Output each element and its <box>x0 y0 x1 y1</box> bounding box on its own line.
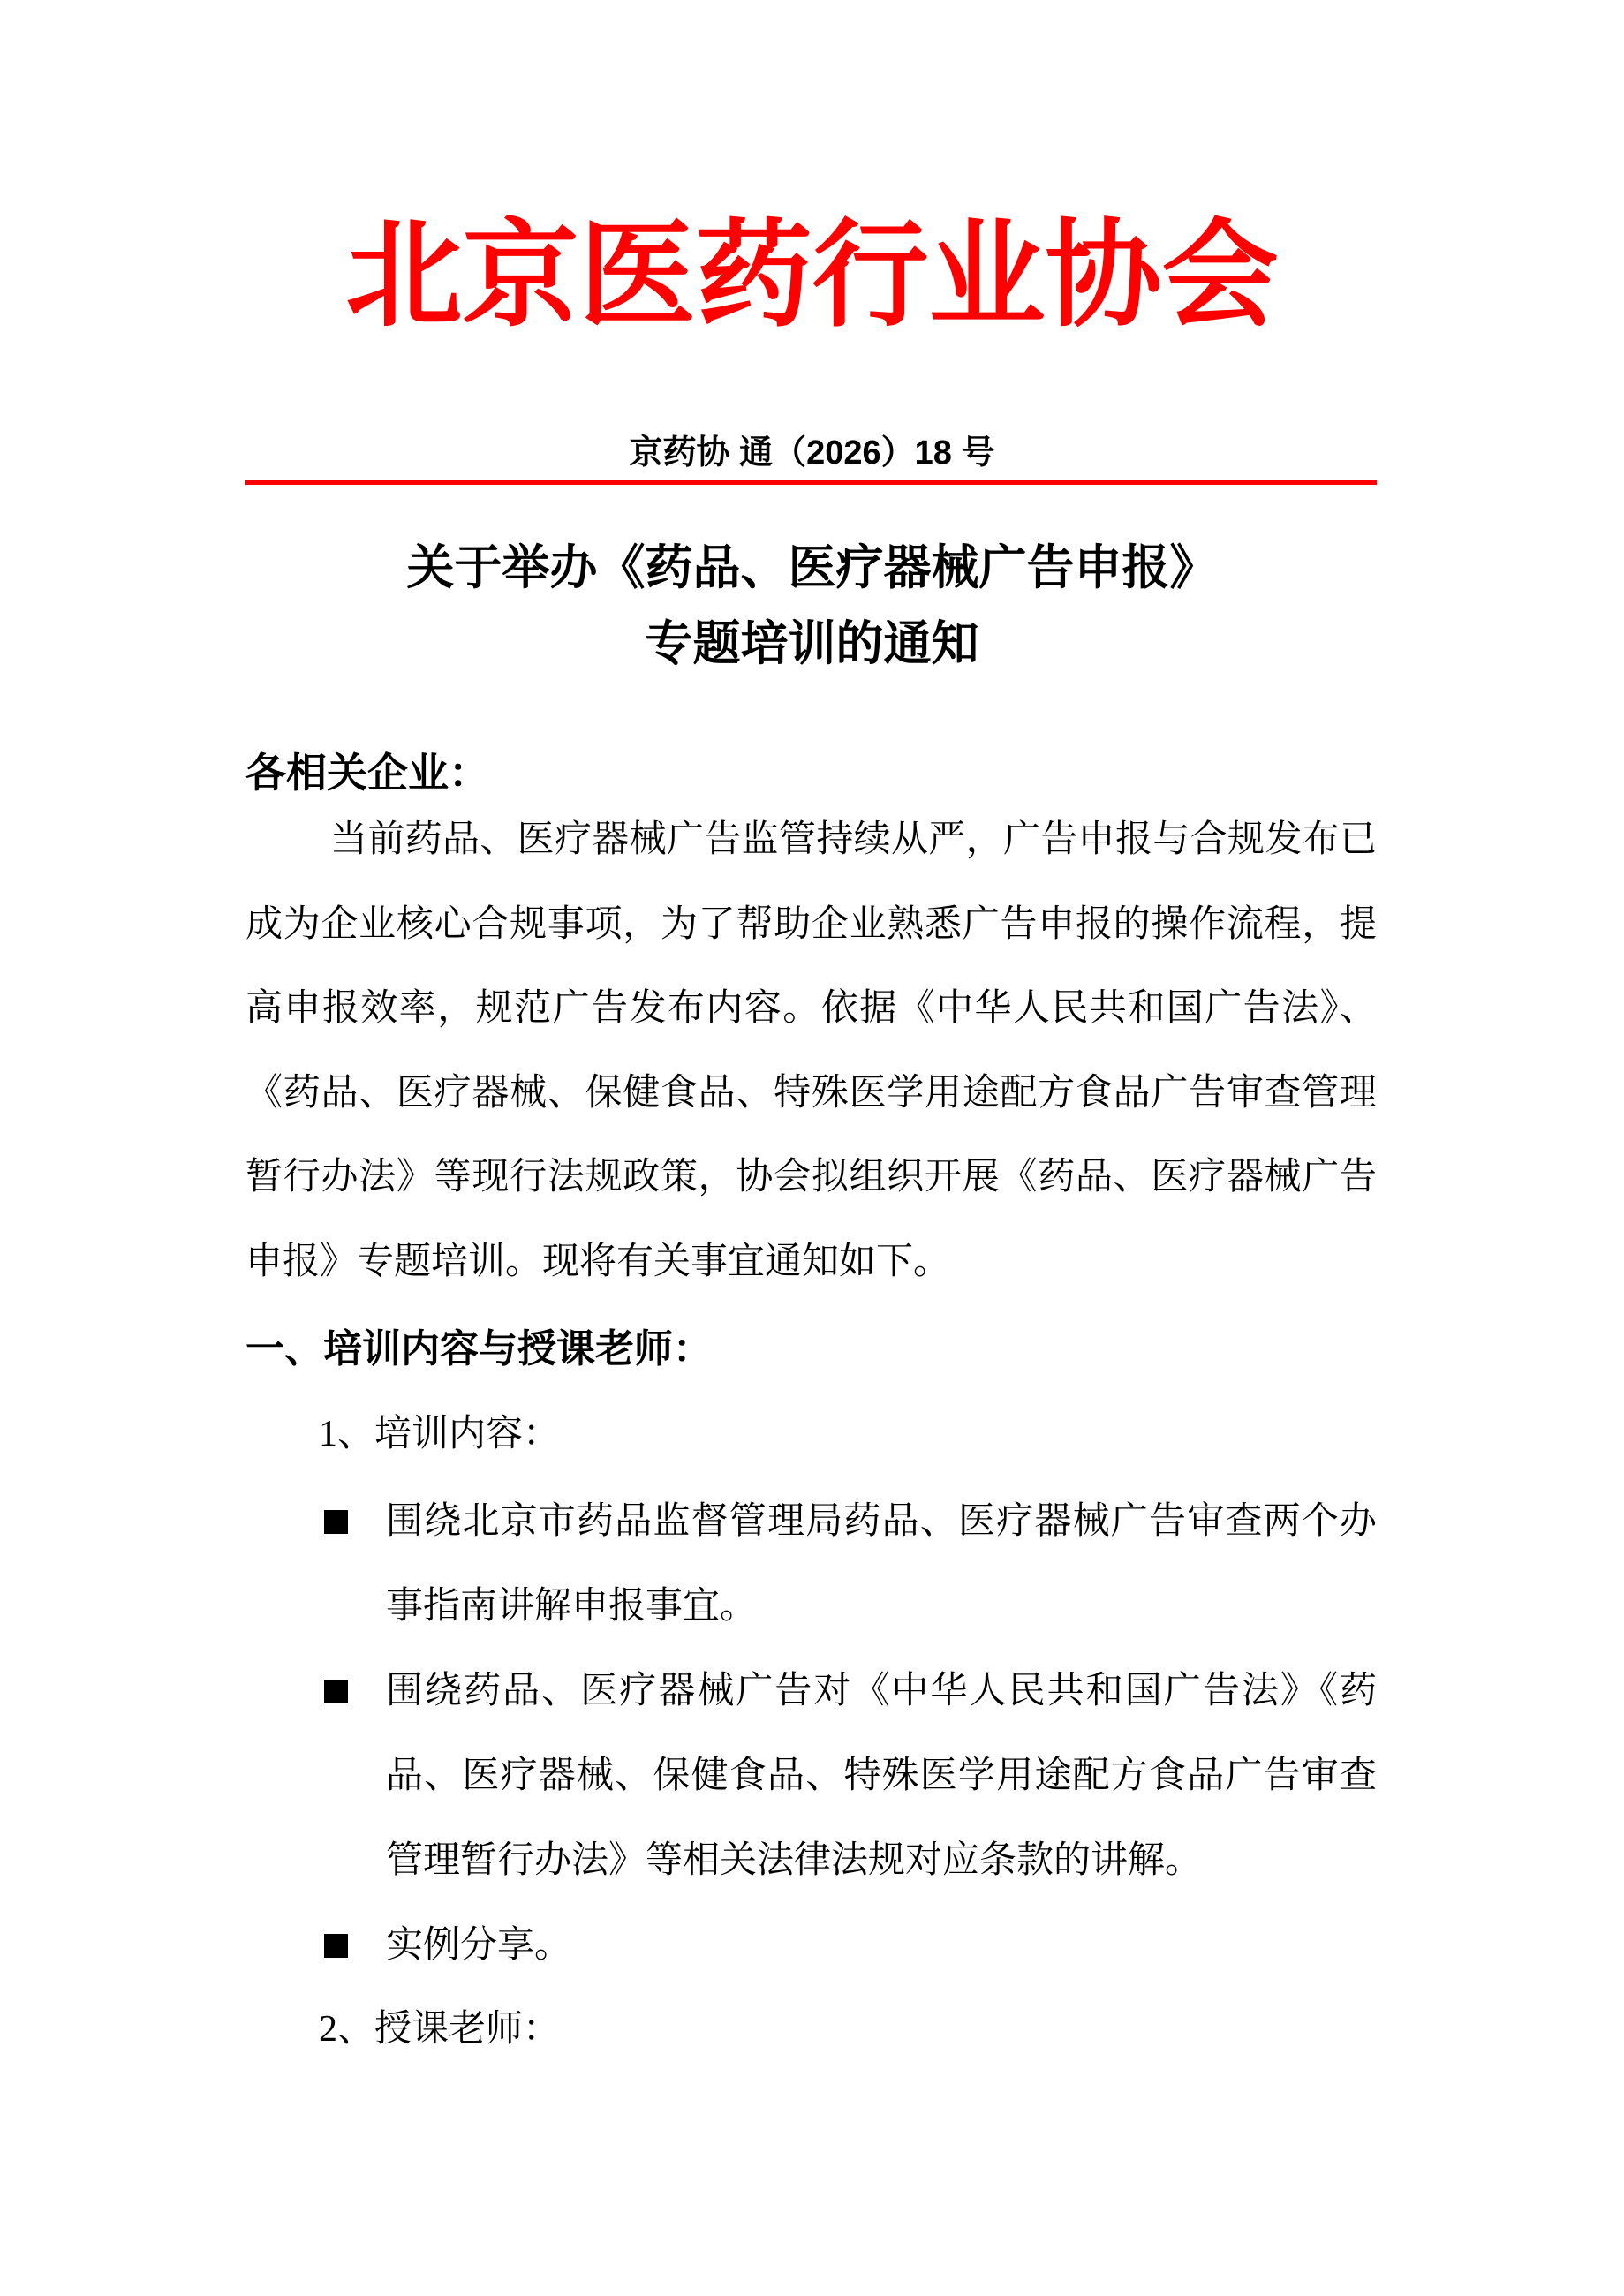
intro-line: 暂行办法》等现行法规政策，协会拟组织开展《药品、医疗器械广告 <box>245 1157 1377 1197</box>
bullet-item <box>319 1649 1377 1903</box>
bullet-line: 实例分享。 <box>386 1925 572 1966</box>
bullet-square-icon <box>324 1934 348 1958</box>
intro-line: 当前药品、医疗器械广告监管持续从严，广告申报与合规发布已 <box>330 819 1377 860</box>
bullet-line: 事指南讲解申报事宜。 <box>386 1586 758 1627</box>
organization-title: 北京医药行业协会 <box>345 211 1279 341</box>
bullet-square-icon <box>324 1510 348 1534</box>
bullet-list <box>319 1479 1377 1988</box>
bullet-line: 围绕药品、医疗器械广告对《中华人民共和国广告法》《药 <box>386 1671 1377 1711</box>
bullet-line: 围绕北京市药品监督管理局药品、医疗器械广告审查两个办 <box>386 1501 1377 1542</box>
bullet-item <box>319 1903 1377 1988</box>
notice-title-line-2: 专题培训的通知 <box>645 617 979 670</box>
intro-line: 申报》专题培训。现将有关事宜通知如下。 <box>245 1241 951 1282</box>
item-1-label: 1、培训内容： <box>319 1414 561 1454</box>
bullet-square-icon <box>324 1680 348 1703</box>
bullet-line: 管理暂行办法》等相关法律法规对应条款的讲解。 <box>386 1840 1203 1881</box>
bullet-item <box>319 1479 1377 1649</box>
red-divider-rule <box>245 480 1377 485</box>
notice-title-line-1: 关于举办《药品、医疗器械广告申报》 <box>406 541 1218 594</box>
item-2-label: 2、授课老师： <box>319 2009 561 2050</box>
intro-line: 《药品、医疗器械、保健食品、特殊医学用途配方食品广告审查管理 <box>245 1072 1377 1114</box>
intro-paragraph <box>245 798 1377 1304</box>
document-number: 京药协 通（2026）18 号 <box>629 434 995 472</box>
bullet-line: 品、医疗器械、保健食品、特殊医学用途配方食品广告审查 <box>386 1756 1377 1796</box>
salutation: 各相关企业： <box>245 751 489 796</box>
intro-line: 成为企业核心合规事项，为了帮助企业熟悉广告申报的操作流程，提 <box>245 903 1377 945</box>
section-one-heading: 一、培训内容与授课老师： <box>245 1327 712 1371</box>
notice-title <box>0 530 1624 682</box>
intro-line: 高申报效率，规范广告发布内容。依据《中华人民共和国广告法》、 <box>245 988 1377 1029</box>
